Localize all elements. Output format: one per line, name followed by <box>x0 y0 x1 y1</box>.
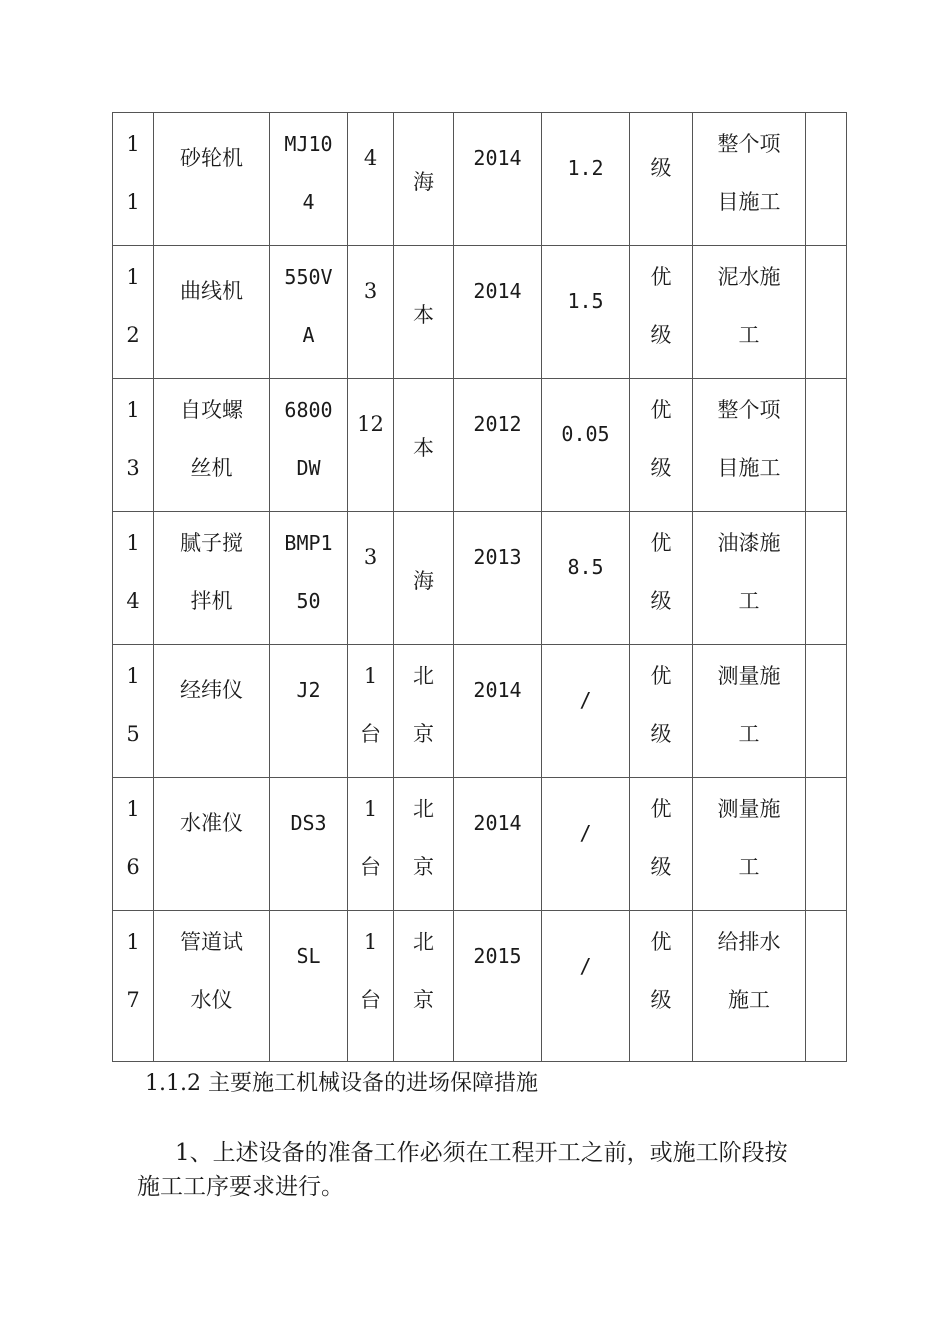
usage-cell <box>693 246 806 379</box>
quantity-text: 3 <box>363 545 378 569</box>
row-number-text: 1 7 <box>126 930 140 1012</box>
origin-cell <box>394 246 454 379</box>
model-text: 550V A <box>284 265 333 347</box>
quantity-text: 1 台 <box>360 930 381 1012</box>
usage-text: 给排水 施工 <box>717 930 781 1012</box>
row-number-text: 1 2 <box>126 265 140 347</box>
remark-cell <box>806 512 847 645</box>
quantity-cell <box>348 113 394 246</box>
model-text: 6800 DW <box>284 398 333 480</box>
power-text: / <box>579 821 592 845</box>
table-row <box>113 512 847 645</box>
grade-cell <box>630 911 693 1062</box>
power-text: 1.5 <box>567 289 604 313</box>
row-number-text: 1 3 <box>126 398 140 480</box>
year-text: 2014 <box>473 811 522 835</box>
grade-cell <box>630 512 693 645</box>
quantity-cell <box>348 911 394 1062</box>
equipment-name-cell <box>154 379 270 512</box>
year-cell <box>454 512 542 645</box>
usage-cell <box>693 645 806 778</box>
grade-text: 优 级 <box>650 398 672 480</box>
row-number-text: 1 6 <box>126 797 140 879</box>
row-number-cell <box>113 379 154 512</box>
remark-cell <box>806 778 847 911</box>
grade-text: 优 级 <box>650 664 672 746</box>
quantity-cell <box>348 512 394 645</box>
equipment-name-text: 自攻螺 丝机 <box>180 398 243 480</box>
row-number-cell <box>113 911 154 1062</box>
section-heading: 1.1.2 主要施工机械设备的进场保障措施 <box>145 1071 538 1096</box>
remark-cell <box>806 246 847 379</box>
grade-text: 优 级 <box>650 930 672 1012</box>
power-cell <box>542 246 630 379</box>
equipment-name-cell <box>154 113 270 246</box>
origin-cell <box>394 113 454 246</box>
power-text: / <box>579 688 592 712</box>
quantity-text: 1 台 <box>360 797 381 879</box>
usage-text: 测量施 工 <box>717 664 781 746</box>
model-text: J2 <box>296 678 321 702</box>
year-cell <box>454 246 542 379</box>
usage-text: 整个项 目施工 <box>717 398 781 480</box>
origin-text: 本 <box>413 303 434 327</box>
grade-cell <box>630 645 693 778</box>
origin-text: 北 京 <box>413 930 434 1012</box>
equipment-name-cell <box>154 246 270 379</box>
grade-text: 级 <box>650 156 672 180</box>
year-cell <box>454 379 542 512</box>
usage-cell <box>693 379 806 512</box>
grade-text: 优 级 <box>650 797 672 879</box>
grade-cell <box>630 778 693 911</box>
table-row <box>113 246 847 379</box>
row-number-text: 1 4 <box>126 531 140 613</box>
usage-cell <box>693 911 806 1062</box>
power-cell <box>542 512 630 645</box>
equipment-name-text: 腻子搅 拌机 <box>180 531 243 613</box>
origin-text: 海 <box>413 569 434 593</box>
equipment-name-text: 管道试 水仪 <box>180 930 243 1012</box>
origin-cell <box>394 911 454 1062</box>
year-cell <box>454 645 542 778</box>
year-text: 2014 <box>473 279 522 303</box>
row-number-cell <box>113 512 154 645</box>
row-number-text: 1 1 <box>126 132 140 214</box>
usage-cell <box>693 113 806 246</box>
origin-text: 海 <box>413 170 434 194</box>
usage-cell <box>693 512 806 645</box>
power-cell <box>542 379 630 512</box>
year-text: 2014 <box>473 146 522 170</box>
year-text: 2015 <box>473 944 522 968</box>
grade-cell <box>630 113 693 246</box>
year-text: 2012 <box>473 412 522 436</box>
table-row <box>113 778 847 911</box>
model-cell <box>270 911 348 1062</box>
equipment-table-body <box>113 113 847 1062</box>
remark-cell <box>806 645 847 778</box>
row-number-text: 1 5 <box>126 664 140 746</box>
origin-cell <box>394 379 454 512</box>
equipment-name-cell <box>154 911 270 1062</box>
quantity-text: 12 <box>357 412 384 436</box>
equipment-name-text: 曲线机 <box>180 279 243 303</box>
grade-text: 优 级 <box>650 531 672 613</box>
usage-cell <box>693 778 806 911</box>
year-cell <box>454 113 542 246</box>
quantity-text: 4 <box>363 146 378 170</box>
model-cell <box>270 113 348 246</box>
row-number-cell <box>113 645 154 778</box>
usage-text: 测量施 工 <box>717 797 781 879</box>
remark-cell <box>806 379 847 512</box>
grade-cell <box>630 246 693 379</box>
power-text: 8.5 <box>567 555 604 579</box>
power-cell <box>542 778 630 911</box>
model-cell <box>270 512 348 645</box>
equipment-name-text: 砂轮机 <box>180 146 243 170</box>
origin-text: 本 <box>413 436 434 460</box>
power-text: 1.2 <box>567 156 604 180</box>
remark-cell <box>806 911 847 1062</box>
power-cell <box>542 911 630 1062</box>
origin-cell <box>394 512 454 645</box>
quantity-cell <box>348 645 394 778</box>
row-number-cell <box>113 778 154 911</box>
paragraph-1: 1、上述设备的准备工作必须在工程开工之前，或施工阶段按施工工序要求进行。 <box>137 1140 788 1200</box>
origin-cell <box>394 778 454 911</box>
model-cell <box>270 778 348 911</box>
model-text: BMP1 50 <box>284 531 333 613</box>
year-cell <box>454 778 542 911</box>
model-cell <box>270 246 348 379</box>
row-number-cell <box>113 113 154 246</box>
model-cell <box>270 645 348 778</box>
quantity-text: 3 <box>363 279 378 303</box>
model-text: MJ10 4 <box>284 132 333 214</box>
quantity-cell <box>348 778 394 911</box>
year-cell <box>454 911 542 1062</box>
table-row <box>113 645 847 778</box>
origin-cell <box>394 645 454 778</box>
model-cell <box>270 379 348 512</box>
equipment-name-text: 水准仪 <box>180 811 243 835</box>
year-text: 2013 <box>473 545 522 569</box>
usage-text: 整个项 目施工 <box>717 132 781 214</box>
usage-text: 泥水施 工 <box>717 265 781 347</box>
origin-text: 北 京 <box>413 664 434 746</box>
equipment-name-cell <box>154 778 270 911</box>
usage-text: 油漆施 工 <box>717 531 781 613</box>
grade-cell <box>630 379 693 512</box>
power-text: / <box>579 954 592 978</box>
table-row <box>113 379 847 512</box>
remark-cell <box>806 113 847 246</box>
equipment-name-cell <box>154 512 270 645</box>
row-number-cell <box>113 246 154 379</box>
origin-text: 北 京 <box>413 797 434 879</box>
quantity-cell <box>348 379 394 512</box>
model-text: SL <box>296 944 321 968</box>
model-text: DS3 <box>290 811 327 835</box>
table-row <box>113 113 847 246</box>
quantity-cell <box>348 246 394 379</box>
table-row <box>113 911 847 1062</box>
grade-text: 优 级 <box>650 265 672 347</box>
power-cell <box>542 113 630 246</box>
equipment-table <box>112 112 847 1062</box>
equipment-name-cell <box>154 645 270 778</box>
quantity-text: 1 台 <box>360 664 381 746</box>
year-text: 2014 <box>473 678 522 702</box>
equipment-name-text: 经纬仪 <box>180 678 243 702</box>
power-cell <box>542 645 630 778</box>
power-text: 0.05 <box>561 422 610 446</box>
